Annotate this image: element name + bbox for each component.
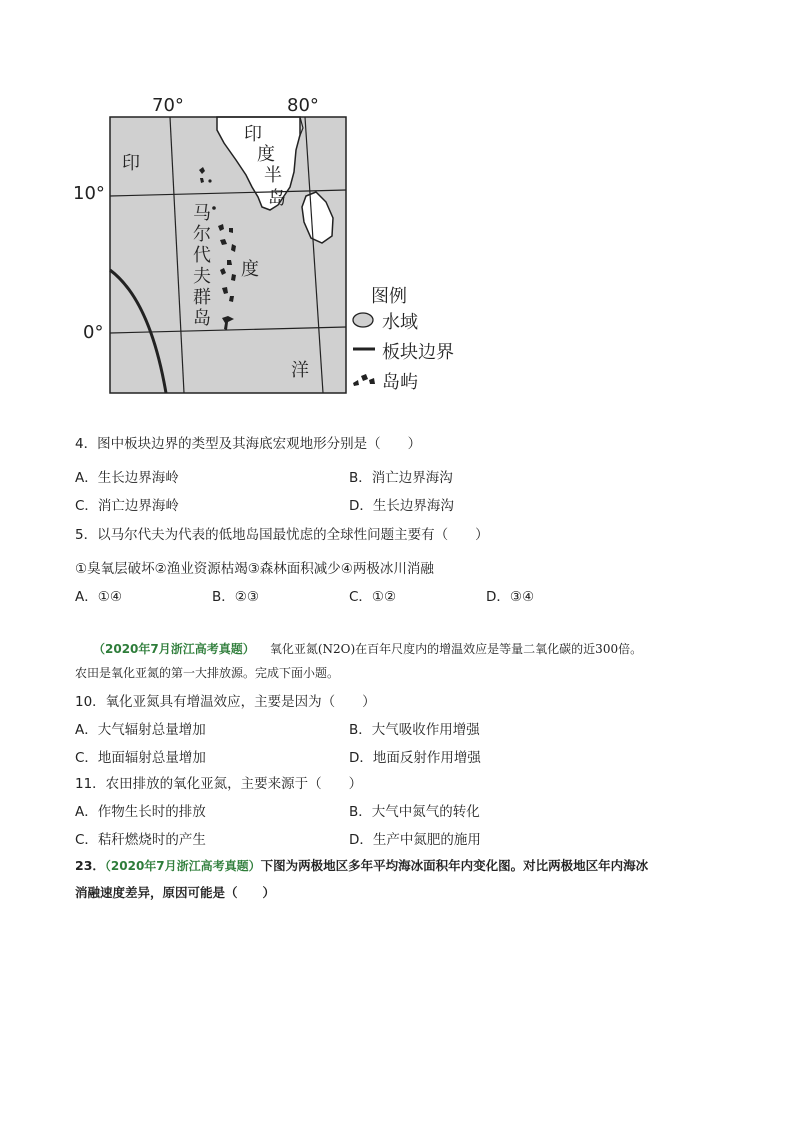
q11-option-d[interactable]: D．生产中氮肥的施用 (349, 832, 481, 848)
question-23-source: （2020年7月浙江高考真题） (104, 859, 261, 873)
ocean-char-1: 印 (122, 153, 140, 174)
q10-option-c[interactable]: C．地面辐射总量增加 (75, 750, 206, 766)
q5-option-c[interactable]: C．①② (349, 589, 397, 605)
lat-label-0: 0° (83, 322, 104, 343)
question-23-number: 23． (75, 858, 105, 873)
q11-option-b[interactable]: B．大气中氮气的转化 (349, 804, 480, 820)
q10-option-a[interactable]: A．大气辐射总量增加 (75, 722, 206, 738)
q4-option-c[interactable]: C．消亡边界海岭 (75, 498, 179, 514)
passage-line-2: 农田是氧化亚氮的第一大排放源。完成下面小题。 (75, 666, 340, 680)
legend-water-label: 水域 (382, 312, 418, 333)
q11-option-a[interactable]: A．作物生长时的排放 (75, 804, 206, 820)
maldives-label: 马尔代夫群岛 (193, 203, 211, 329)
legend-title: 图例 (371, 286, 407, 307)
legend-boundary-swatch (352, 344, 376, 354)
q5-option-b[interactable]: B．②③ (212, 589, 259, 605)
map-figure (0, 0, 794, 400)
question-23-line-2: 消融速度差异，原因可能是（ ） (75, 885, 276, 900)
legend-boundary-label: 板块边界 (382, 342, 454, 363)
lon-label-70: 70° (152, 95, 184, 116)
q5-statements: ①臭氧层破坏②渔业资源枯竭③森林面积减少④两极冰川消融 (75, 561, 434, 577)
legend-water-swatch (351, 311, 375, 329)
question-23-line-1 (75, 856, 648, 874)
peninsula-char-2: 度 (257, 144, 275, 165)
q10-option-d[interactable]: D．地面反射作用增强 (349, 750, 481, 766)
question-10-stem: 10．氧化亚氮具有增温效应，主要是因为（ ） (75, 694, 376, 710)
ocean-char-3: 洋 (291, 360, 309, 381)
legend-islands-swatch (351, 371, 377, 387)
question-23-text-1: 下图为两极地区多年平均海冰面积年内变化图。对比两极地区年内海冰 (260, 858, 649, 873)
q11-option-c[interactable]: C．秸秆燃烧时的产生 (75, 832, 206, 848)
q5-option-a[interactable]: A．①④ (75, 589, 122, 605)
peninsula-char-3: 半 (264, 165, 282, 186)
q10-option-b[interactable]: B．大气吸收作用增强 (349, 722, 480, 738)
map-water (110, 117, 346, 393)
question-5-stem: 5．以马尔代夫为代表的低地岛国最忧虑的全球性问题主要有（ ） (75, 527, 489, 543)
passage-text-1: 氧化亚氮(N2O)在百年尺度内的增温效应是等量二氧化碳的近300倍。 (269, 642, 643, 656)
q4-option-a[interactable]: A．生长边界海岭 (75, 470, 179, 486)
question-11-stem: 11．农田排放的氧化亚氮，主要来源于（ ） (75, 776, 363, 792)
passage-line-1 (93, 638, 642, 657)
ocean-char-2: 度 (241, 259, 259, 280)
peninsula-char-1: 印 (244, 124, 262, 145)
q5-option-d[interactable]: D．③④ (486, 589, 535, 605)
passage-source: （2020年7月浙江高考真题） (93, 642, 255, 656)
legend-islands-label: 岛屿 (382, 372, 418, 393)
lon-label-80: 80° (287, 95, 319, 116)
peninsula-char-4: 岛 (268, 188, 286, 209)
q4-option-d[interactable]: D．生长边界海沟 (349, 498, 454, 514)
q4-option-b[interactable]: B．消亡边界海沟 (349, 470, 453, 486)
lat-label-10: 10° (73, 183, 105, 204)
question-4-stem: 4．图中板块边界的类型及其海底宏观地形分别是（ ） (75, 436, 422, 452)
